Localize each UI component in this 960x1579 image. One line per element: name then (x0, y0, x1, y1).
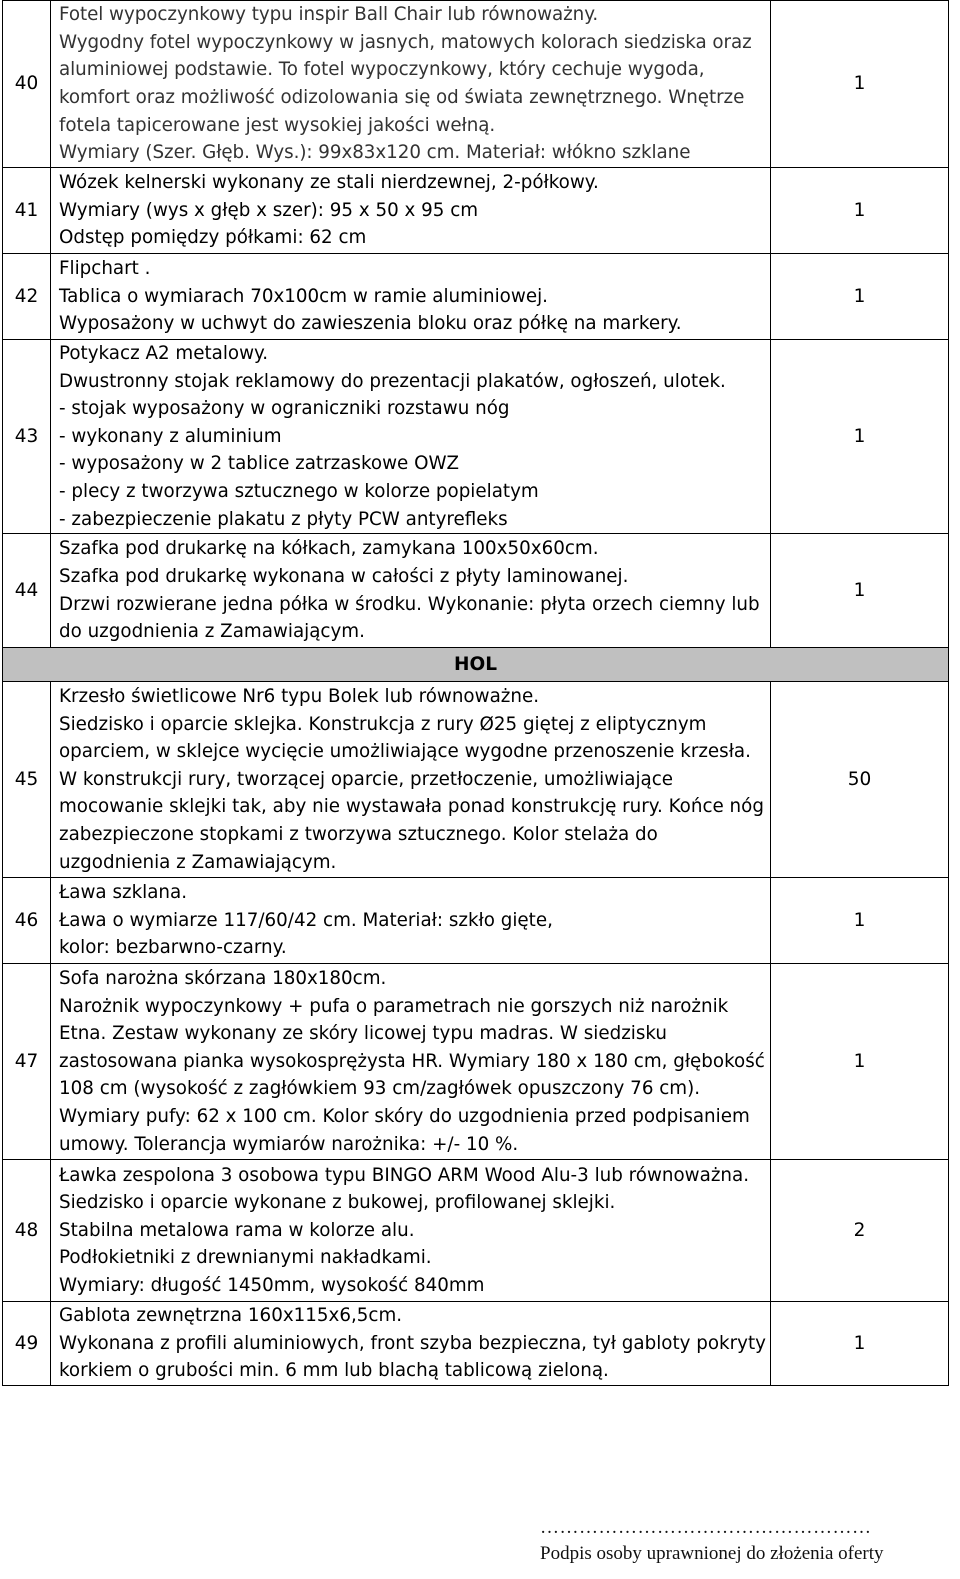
description-line: Odstęp pomiędzy półkami: 62 cm (59, 227, 367, 249)
description-line: - plecy z tworzywa sztucznego w kolorze popielatym (59, 480, 539, 502)
item-description (51, 682, 771, 878)
description-line: - stojak wyposażony w ograniczniki rozstawu nóg (59, 398, 510, 420)
item-quantity: 1 (771, 340, 949, 534)
item-quantity: 1 (771, 1, 949, 168)
specification-table-body (3, 1, 949, 1386)
signature-block (540, 1515, 940, 1567)
item-number: 41 (3, 168, 51, 254)
description-line: Szafka pod drukarkę na kółkach, zamykana 100x50x60cm. (59, 538, 599, 560)
signature-dots: …………………………………………… (540, 1517, 872, 1538)
description-line: W konstrukcji rury, tworzącej oparcie, przetłoczenie, umożliwiające (59, 768, 674, 790)
item-number: 48 (3, 1160, 51, 1302)
table-row (3, 340, 949, 534)
description-line: Wymiary: długość 1450mm, wysokość 840mm (59, 1275, 485, 1297)
signature-label: Podpis osoby uprawnionej do złożenia oferty (540, 1543, 884, 1564)
item-number: 40 (3, 1, 51, 168)
description-line: kolor: bezbarwno-czarny. (59, 937, 287, 959)
description-line: Siedzisko i oparcie wykonane z bukowej, profilowanej sklejki. (59, 1192, 616, 1214)
description-line: Narożnik wypoczynkowy + pufa o parametrach nie gorszych niż narożnik (59, 995, 729, 1017)
description-line: umowy. Tolerancja wymiarów narożnika: +/- 10 %. (59, 1133, 519, 1155)
item-number: 47 (3, 964, 51, 1160)
description-line: Ława o wymiarze 117/60/42 cm. Materiał: szkło gięte, (59, 909, 553, 931)
description-line: zabezpieczone stopkami z tworzywa sztucznego. Kolor stelaża do (59, 824, 658, 846)
description-line: uzgodnienia z Zamawiającym. (59, 851, 337, 873)
section-header-row (3, 648, 949, 682)
description-line: Wózek kelnerski wykonany ze stali nierdzewnej, 2-półkowy. (59, 172, 599, 194)
item-description (51, 878, 771, 964)
description-line: - zabezpieczenie plakatu z płyty PCW antyrefleks (59, 508, 508, 530)
item-number: 46 (3, 878, 51, 964)
description-line: Stabilna metalowa rama w kolorze alu. (59, 1219, 415, 1241)
description-line: Wymiary (wys x głęb x szer): 95 x 50 x 95 cm (59, 199, 479, 221)
item-quantity: 1 (771, 1302, 949, 1386)
table-row (3, 168, 949, 254)
item-quantity: 1 (771, 254, 949, 340)
specification-table (2, 0, 949, 1386)
description-line: Sofa narożna skórzana 180x180cm. (59, 968, 387, 990)
description-line: mocowanie sklejki tak, aby nie wystawała ponad konstrukcję rury. Końce nóg (59, 796, 764, 818)
item-quantity: 1 (771, 964, 949, 1160)
description-line: Wymiary pufy: 62 x 100 cm. Kolor skóry do uzgodnienia przed podpisaniem (59, 1106, 750, 1128)
table-row (3, 1, 949, 168)
description-line: 108 cm (wysokość z zagłówkiem 93 cm/zagłówek opuszczony 76 cm). (59, 1078, 701, 1100)
item-description (51, 168, 771, 254)
item-description (51, 254, 771, 340)
description-line: Wyposażony w uchwyt do zawieszenia bloku oraz półkę na markery. (59, 313, 682, 335)
description-line: Siedzisko i oparcie sklejka. Konstrukcja z rury Ø25 giętej z eliptycznym (59, 713, 707, 735)
description-line: Etna. Zestaw wykonany ze skóry licowej typu madras. W siedzisku (59, 1023, 668, 1045)
item-number: 42 (3, 254, 51, 340)
item-description (51, 964, 771, 1160)
description-line: Wykonana z profili aluminiowych, front szyba bezpieczna, tył gabloty pokryty (59, 1332, 766, 1354)
description-line: Gablota zewnętrzna 160x115x6,5cm. (59, 1305, 403, 1327)
item-description (51, 340, 771, 534)
description-line: aluminiowej podstawie. To fotel wypoczynkowy, który cechuje wygoda, (59, 59, 705, 81)
description-line: Tablica o wymiarach 70x100cm w ramie aluminiowej. (59, 285, 548, 307)
description-line: Wymiary (Szer. Głęb. Wys.): 99x83x120 cm. Materiał: włókno szklane (59, 142, 691, 164)
table-row (3, 878, 949, 964)
item-description (51, 1, 771, 168)
table-row (3, 1160, 949, 1302)
item-description (51, 534, 771, 648)
item-description (51, 1160, 771, 1302)
item-number: 44 (3, 534, 51, 648)
description-line: zastosowana pianka wysokosprężysta HR. Wymiary 180 x 180 cm, głębokość (59, 1050, 765, 1072)
description-line: oparciem, w sklejce wycięcie umożliwiające wygodne przenoszenie krzesła. (59, 741, 751, 763)
description-line: - wyposażony w 2 tablice zatrzaskowe OWZ (59, 453, 460, 475)
description-line: do uzgodnienia z Zamawiającym. (59, 621, 365, 643)
item-quantity: 1 (771, 168, 949, 254)
description-line: Dwustronny stojak reklamowy do prezentacji plakatów, ogłoszeń, ulotek. (59, 370, 726, 392)
table-row (3, 534, 949, 648)
item-quantity: 1 (771, 534, 949, 648)
description-line: Flipchart . (59, 258, 151, 280)
table-row (3, 254, 949, 340)
description-line: korkiem o grubości min. 6 mm lub blachą tablicową zieloną. (59, 1360, 609, 1382)
description-line: Podłokietniki z drewnianymi nakładkami. (59, 1247, 432, 1269)
table-row (3, 964, 949, 1160)
description-line: fotela tapicerowane jest wysokiej jakości wełną. (59, 114, 496, 136)
item-number: 43 (3, 340, 51, 534)
description-line: Krzesło świetlicowe Nr6 typu Bolek lub równoważne. (59, 686, 540, 708)
item-description (51, 1302, 771, 1386)
description-line: Ławka zespolona 3 osobowa typu BINGO ARM Wood Alu-3 lub równoważna. (59, 1164, 750, 1186)
item-quantity: 50 (771, 682, 949, 878)
item-quantity: 2 (771, 1160, 949, 1302)
table-row (3, 1302, 949, 1386)
table-row (3, 682, 949, 878)
description-line: Ława szklana. (59, 882, 188, 904)
item-number: 49 (3, 1302, 51, 1386)
description-line: Fotel wypoczynkowy typu inspir Ball Chair lub równoważny. (59, 4, 599, 26)
item-number: 45 (3, 682, 51, 878)
description-line: Drzwi rozwierane jedna półka w środku. Wykonanie: płyta orzech ciemny lub (59, 593, 760, 615)
description-line: Szafka pod drukarkę wykonana w całości z płyty laminowanej. (59, 566, 629, 588)
description-line: Potykacz A2 metalowy. (59, 343, 269, 364)
description-line: komfort oraz możliwość odizolowania się od świata zewnętrznego. Wnętrze (59, 87, 745, 108)
section-header: HOL (3, 648, 949, 682)
description-line: - wykonany z aluminium (59, 425, 282, 447)
item-quantity: 1 (771, 878, 949, 964)
description-line: Wygodny fotel wypoczynkowy w jasnych, matowych kolorach siedziska oraz (59, 31, 752, 53)
